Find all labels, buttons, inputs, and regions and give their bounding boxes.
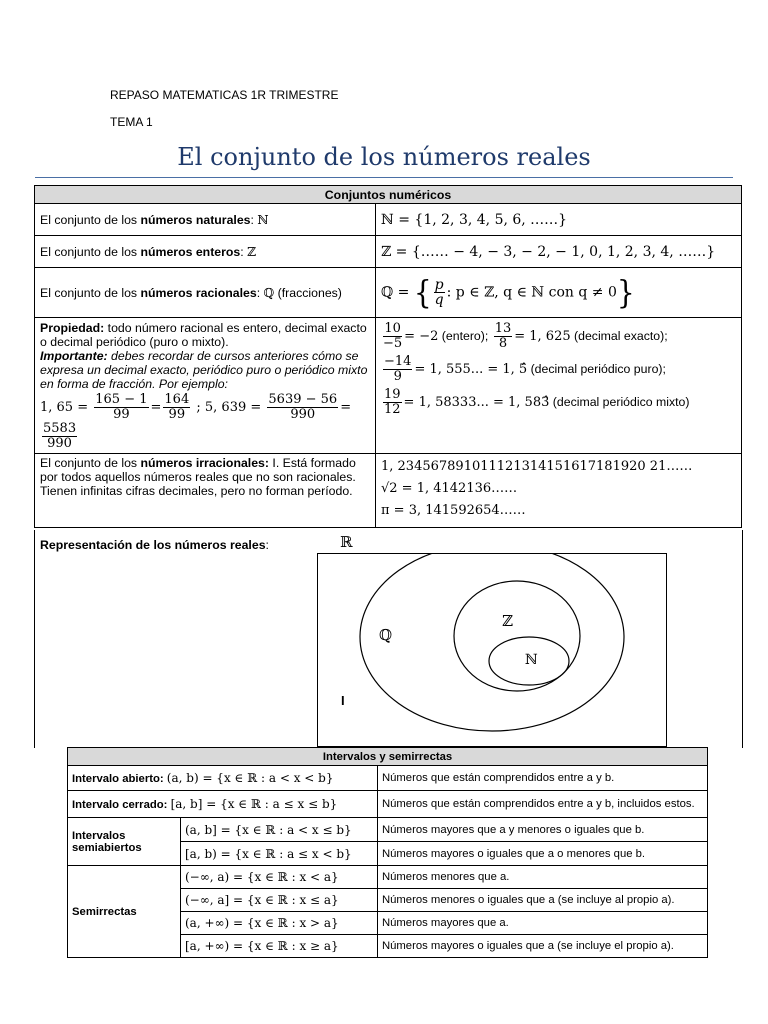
semi-open-desc-2: Números mayores o iguales que a o menores que b. [377, 842, 707, 866]
ray-def-3: (a, +∞) = {x ∈ ℝ : x > a} [181, 912, 378, 935]
intervals-table-heading: Intervalos y semirrectas [68, 748, 708, 766]
header-line-2: TEMA 1 [110, 115, 153, 129]
venn-Z-ellipse [454, 581, 580, 691]
naturales-label: El conjunto de los números naturales: ℕ [35, 204, 376, 236]
interval-closed-def: Intervalo cerrado: [a, b] = {x ∈ ℝ : a ≤ x ≤ b} [68, 791, 378, 818]
venn-label-Z: ℤ [502, 612, 513, 630]
propiedad-examples-cell: $\frac{10}{-5}$ = −2 (entero); $\frac{13}{8}$ = 1, 625 (decimal exacto); $\frac{-14}{9}$ = 1, 555... = 1, 5̂ (decimal periódico puro); $\frac{19}{12}$ = 1, 58333... = 1, 583̂ (decimal periódico mixto) [376, 318, 742, 454]
venn-label-N: ℕ [525, 652, 538, 668]
semi-open-def-1: (a, b] = {x ∈ ℝ : a < x ≤ b} [181, 818, 378, 842]
table-row [35, 454, 742, 528]
racionales-label: El conjunto de los números racionales: ℚ (fracciones) [35, 268, 376, 318]
page-title: El conjunto de los números reales [177, 143, 591, 171]
header-line-1: REPASO MATEMATICAS 1R TRIMESTRE [110, 88, 339, 102]
venn-label-Q: ℚ [379, 626, 393, 644]
enteros-symbol: ℤ [247, 244, 257, 259]
racionales-definition: ℚ = { $\frac{p}{q}$ : p ∈ ℤ, q ∈ ℕ con q ≠ 0} [376, 268, 742, 318]
semi-open-desc-1: Números mayores que a y menores o iguales que b. [377, 818, 707, 842]
semi-open-label: Intervalos semiabiertos [68, 818, 181, 866]
venn-label-I: I [341, 693, 345, 708]
ray-desc-1: Números menores que a. [377, 866, 707, 889]
ray-desc-4: Números mayores o iguales que a (se incluye el propio a). [377, 935, 707, 958]
venn-Q-ellipse [360, 553, 624, 731]
ray-def-2: (−∞, a] = {x ∈ ℝ : x ≤ a} [181, 889, 378, 912]
representation-border-right [742, 530, 743, 748]
naturales-definition: ℕ = {1, 2, 3, 4, 5, 6, ……} [376, 204, 742, 236]
semi-open-def-2: [a, b) = {x ∈ ℝ : a ≤ x < b} [181, 842, 378, 866]
representation-border-left [34, 530, 35, 748]
venn-label-R: ℝ [340, 533, 353, 551]
venn-diagram [317, 553, 667, 747]
ray-def-4: [a, +∞) = {x ∈ ℝ : x ≥ a} [181, 935, 378, 958]
table-row [68, 818, 708, 842]
table-row [35, 318, 742, 454]
table-row [68, 791, 708, 818]
rays-label: Semirrectas [68, 866, 181, 958]
table-row [35, 268, 742, 318]
naturales-symbol: ℕ [257, 212, 269, 227]
table-row [35, 236, 742, 268]
sets-table [34, 185, 742, 528]
table-row [35, 204, 742, 236]
table-row [68, 866, 708, 889]
enteros-definition: ℤ = {…… − 4, − 3, − 2, − 1, 0, 1, 2, 3, 4, ……} [376, 236, 742, 268]
ray-def-1: (−∞, a) = {x ∈ ℝ : x < a} [181, 866, 378, 889]
irracionales-label: El conjunto de los números irracionales: I. Está formado por todos aquellos números reales que no son racionales. Tienen infinitas cifras decimales, pero no forman período. [35, 454, 376, 528]
interval-open-def: Intervalo abierto: (a, b) = {x ∈ ℝ : a < x < b} [68, 766, 378, 791]
intervals-table [67, 747, 708, 958]
propiedad-cell: Propiedad: todo número racional es entero, decimal exacto o decimal periódico (puro o mixto). Importante: debes recordar de cursos anteriores cómo se expresa un decimal exacto, periódico puro o periódico mixto en forma de fracción. Por ejemplo: 1, 65 = $\frac{165 - 1}{99}$ = $\frac{164}{99}$ ; 5, 639 = $\frac{5639 - 56}{990}$ = $\frac{5583}{990}$ [35, 318, 376, 454]
representation-label: Representación de los números reales: [40, 538, 269, 552]
ray-desc-3: Números mayores que a. [377, 912, 707, 935]
ray-desc-2: Números menores o iguales que a (se incluye al propio a). [377, 889, 707, 912]
racionales-symbol: ℚ [263, 285, 275, 300]
interval-closed-desc: Números que están comprendidos entre a y b, incluidos estos. [377, 791, 707, 818]
title-rule [35, 177, 733, 178]
propiedad-example: 1, 65 = $\frac{165 - 1}{99}$ = $\frac{164}{99}$ ; 5, 639 = $\frac{5639 - 56}{990}$ = $\frac{5583}{990}$ [40, 392, 352, 451]
enteros-label: El conjunto de los números enteros: ℤ [35, 236, 376, 268]
table-row [68, 766, 708, 791]
irracionales-examples: 1, 234567891011121314151617181920 21…… √2 = 1, 4142136…… π = 3, 141592654…… [376, 454, 742, 528]
sets-table-heading: Conjuntos numéricos [35, 186, 742, 204]
interval-open-desc: Números que están comprendidos entre a y b. [377, 766, 707, 791]
